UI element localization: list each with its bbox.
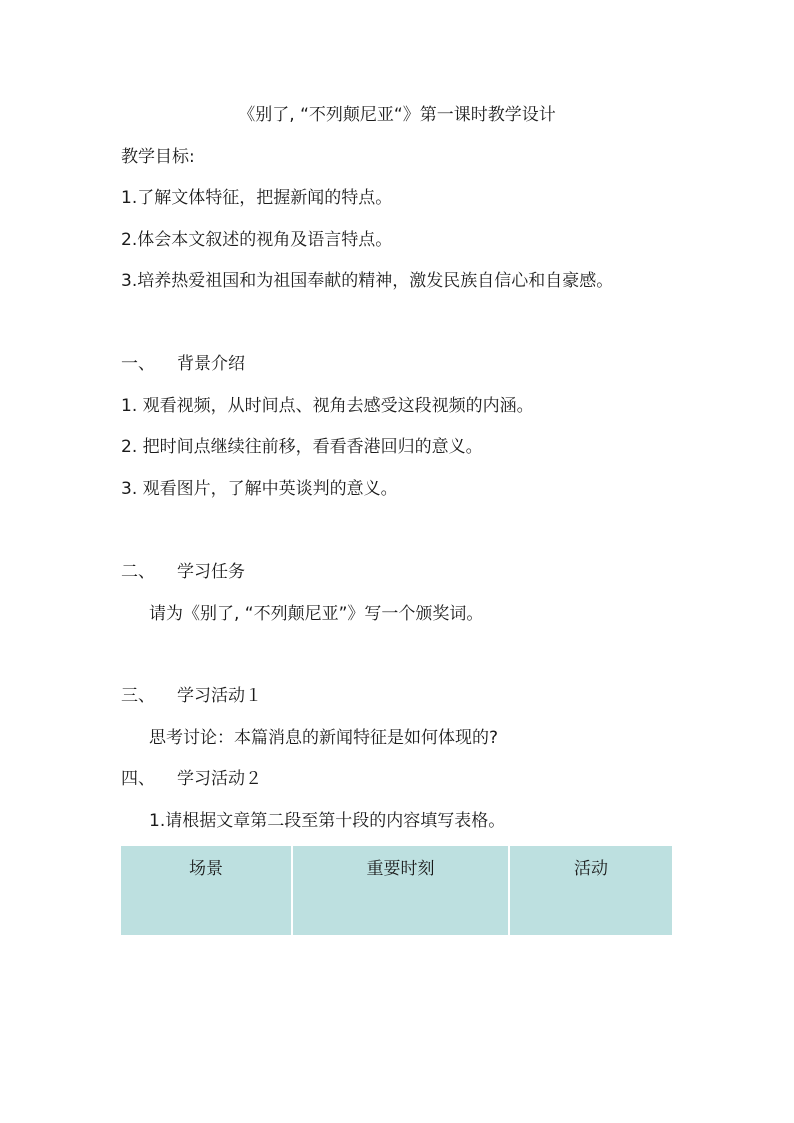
section-title: 学习活动１ (177, 686, 262, 706)
section-number: 三、 (121, 686, 155, 706)
list-item: 2. 把时间点继续往前移，看看香港回归的意义。 (121, 437, 483, 457)
document-title: 《别了, “不列颠尼亚“》第一课时教学设计 (238, 105, 556, 125)
section-heading (121, 561, 245, 583)
section-title: 学习任务 (177, 562, 245, 582)
section-heading (121, 685, 262, 707)
section-number: 二、 (121, 562, 155, 582)
section-body: 思考讨论：本篇消息的新闻特征是如何体现的? (149, 728, 499, 748)
objective-item: 2.体会本文叙述的视角及语言特点。 (121, 230, 393, 250)
section-number: 一、 (121, 354, 155, 374)
section-body: 请为《别了, “不列颠尼亚”》写一个颁奖词。 (149, 604, 484, 624)
table-header-cell: 重要时刻 (292, 846, 509, 935)
list-item: 3. 观看图片，了解中英谈判的意义。 (121, 479, 398, 499)
section-number: 四、 (121, 769, 155, 789)
section-title: 学习活动２ (177, 769, 262, 789)
section-heading (121, 768, 262, 790)
objective-item: 3.培养热爱祖国和为祖国奉献的精神，激发民族自信心和自豪感。 (121, 271, 614, 291)
section-title: 背景介绍 (177, 354, 245, 374)
table-header-cell: 场景 (121, 846, 292, 935)
fill-in-table (121, 846, 672, 935)
list-item: 1. 观看视频，从时间点、视角去感受这段视频的内涵。 (121, 396, 534, 416)
section-heading (121, 353, 245, 375)
table-header-cell: 活动 (509, 846, 672, 935)
objective-item: 1.了解文体特征，把握新闻的特点。 (121, 188, 393, 208)
objectives-heading: 教学目标: (121, 147, 195, 167)
table-header-row (121, 846, 672, 935)
section-body: 1.请根据文章第二段至第十段的内容填写表格。 (149, 811, 506, 831)
